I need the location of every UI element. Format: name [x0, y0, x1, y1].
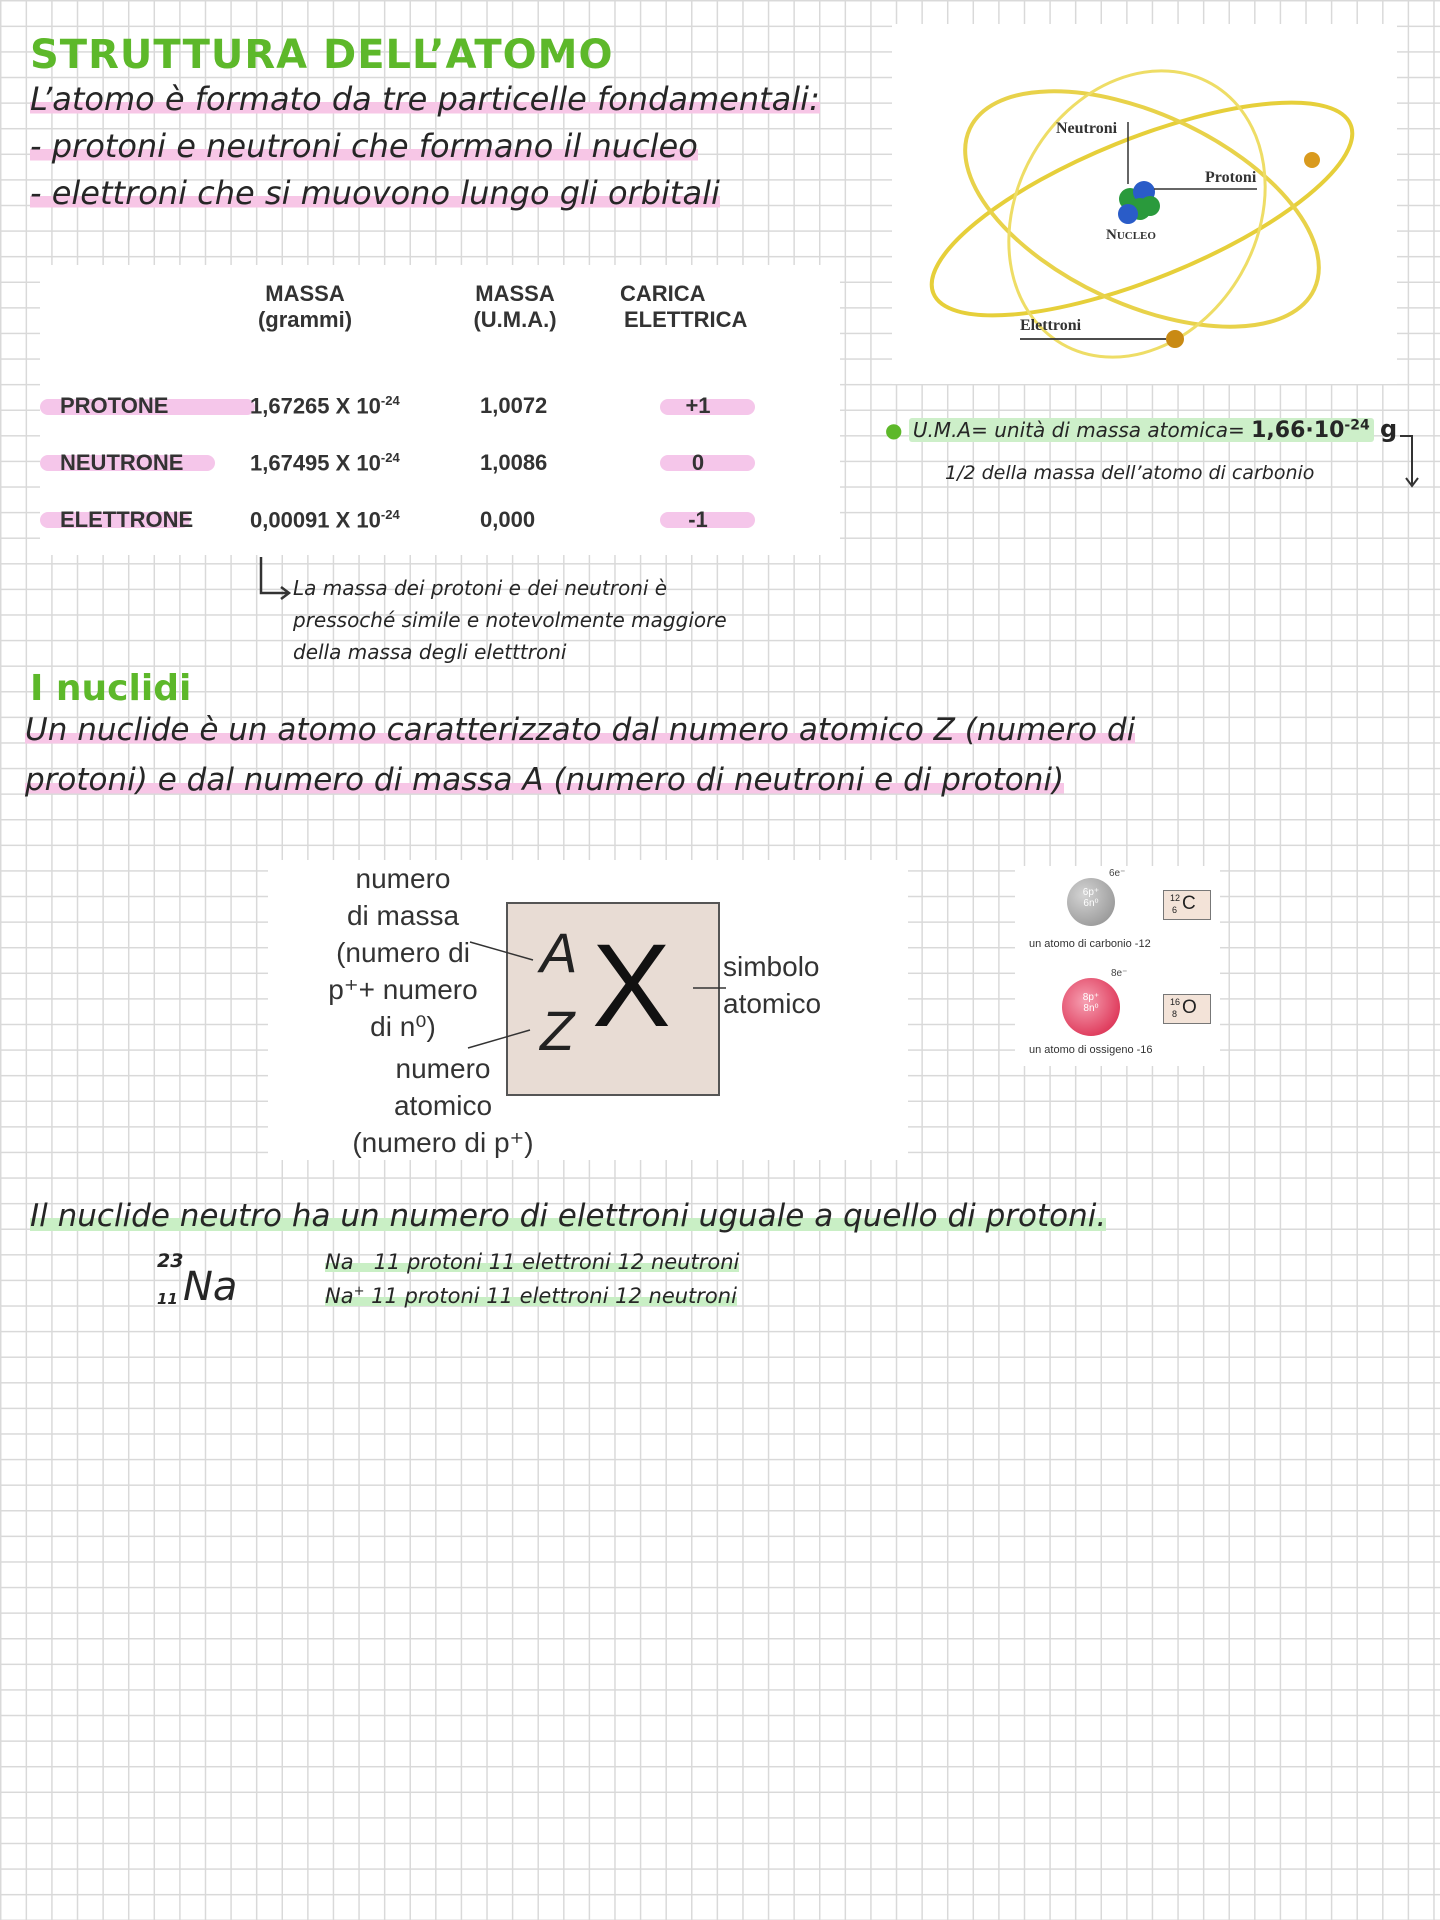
element-symbol-X: X: [592, 920, 671, 1052]
neutral-sentence: Il nuclide neutro ha un numero di elettroni uguale a quello di protoni.: [30, 1198, 1107, 1234]
atomic-number-Z: Z: [540, 999, 575, 1062]
label-nucleo: Nucleo: [1106, 227, 1156, 243]
row-elettrone-uma: 0,000: [480, 507, 536, 532]
uma-note: ● U.M.A= unità di massa atomica= $1,66\cdot 10^{-24}$ g: [885, 415, 1398, 443]
label-protoni: Protoni: [1205, 169, 1257, 186]
intro-line-2: - protoni e neutroni che formano il nucleo: [30, 127, 698, 165]
table-note: La massa dei protoni e dei neutroni è pressoché simile e notevolmente maggiore della massa degli eletttroni: [293, 576, 727, 664]
uma-note-line-2: 1/2 della massa dell’atomo di carbonio: [945, 462, 1315, 484]
row-protone-mass: 1,67265 X $10^{-24}$: [250, 393, 400, 419]
symbol-label: simbolo atomico: [723, 951, 822, 1019]
carbon-symbol-box: 12 6 C: [1163, 890, 1211, 920]
page-title: STRUTTURA DELL’ATOMO: [30, 32, 614, 78]
row-protone-name: PROTONE: [60, 393, 169, 418]
intro-line-1: L’atomo è formato da tre particelle fondamentali:: [30, 80, 820, 118]
nuclidi-line-2: protoni) e dal numero di massa A (numero di neutroni e di protoni): [25, 762, 1065, 798]
row-protone-uma: 1,0072: [480, 393, 548, 418]
particle-table: [40, 265, 840, 555]
section-title-nuclidi: I nuclidi: [30, 668, 192, 709]
oxygen-symbol-box: 16 8 O: [1163, 994, 1211, 1024]
label-neutroni: Neutroni: [1056, 120, 1118, 137]
na-line-2: Na+ 11 protoni 11 elettroni 12 neutroni: [325, 1284, 737, 1308]
row-elettrone-charge: -1: [688, 507, 708, 532]
orbit-illustration: [892, 24, 1397, 384]
row-neutrone-uma: 1,0086: [480, 450, 548, 475]
atom-orbit-diagram: [892, 24, 1397, 384]
corner-arrow-icon: [255, 555, 295, 605]
na-line-1: Na 11 protoni 11 elettroni 12 neutroni: [325, 1250, 740, 1274]
intro-line-3: - elettroni che si muovono lungo gli orbitali: [30, 174, 720, 212]
carbon-nucleus-label: 6p⁺ 6n⁰: [1082, 887, 1100, 909]
electron-dot: [1304, 152, 1320, 168]
na-notation: 23 11 Na: [157, 1250, 238, 1310]
row-protone-charge: +1: [685, 393, 711, 418]
header-charge: CARICA ELETTRICA: [620, 281, 748, 332]
bracket-arrow-icon: [1398, 432, 1428, 492]
nuclide-notation-diagram: [268, 860, 908, 1160]
mass-number-A: A: [540, 921, 578, 984]
nucleus-icon: [1118, 181, 1160, 224]
carbon-electrons: 6e⁻: [1109, 868, 1126, 879]
header-mass-uma: MASSA (U.M.A.): [473, 281, 557, 332]
row-elettrone-name: ELETTRONE: [60, 507, 194, 532]
oxygen-nucleus-label: 8p⁺ 8n⁰: [1082, 992, 1100, 1014]
atom-examples-panel: [1015, 866, 1220, 1066]
mass-number-label: numero di massa (numero di p⁺+ numero di n⁰): [328, 863, 478, 1042]
carbon-caption: un atomo di carbonio -12: [1029, 938, 1151, 950]
row-elettrone-mass: 0,00091 X $10^{-24}$: [250, 507, 400, 533]
oxygen-caption: un atomo di ossigeno -16: [1029, 1044, 1153, 1056]
row-neutrone-mass: 1,67495 X $10^{-24}$: [250, 450, 400, 476]
label-elettroni: Elettroni: [1020, 317, 1082, 334]
row-neutrone-name: NEUTRONE: [60, 450, 184, 475]
electron-dot: [1166, 330, 1184, 348]
oxygen-electrons: 8e⁻: [1111, 968, 1128, 979]
atomic-number-label: numero atomico (numero di p⁺): [352, 1053, 534, 1158]
header-mass-grams: MASSA (grammi): [257, 281, 353, 332]
row-neutrone-charge: 0: [691, 450, 705, 475]
bullet-dot: ●: [885, 418, 903, 442]
nuclidi-line-1: Un nuclide è un atomo caratterizzato dal numero atomico Z (numero di: [25, 712, 1136, 748]
